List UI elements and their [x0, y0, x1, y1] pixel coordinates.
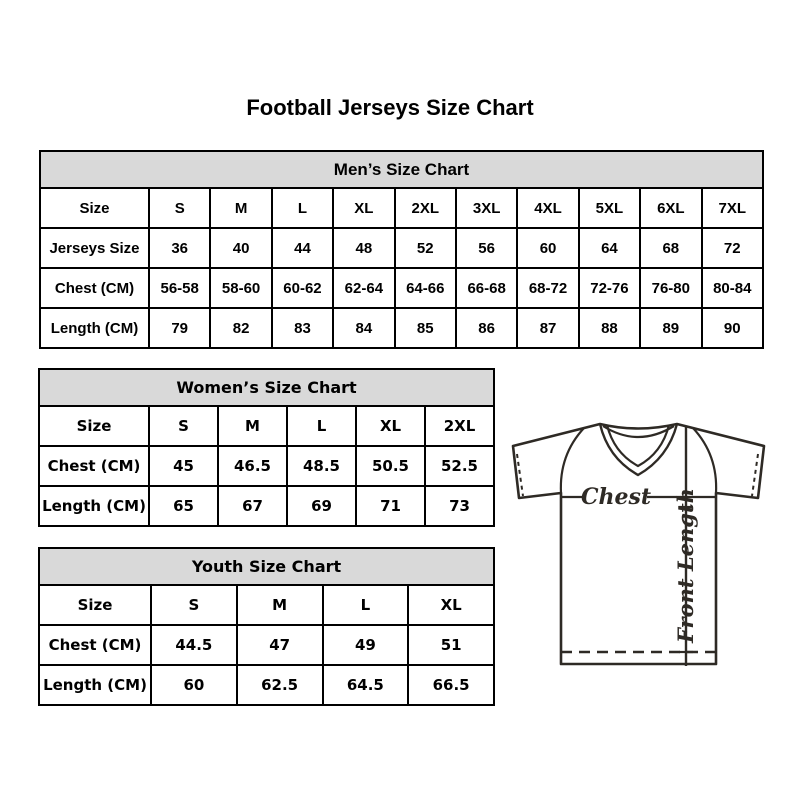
value-cell: 45	[149, 446, 218, 486]
column-header-cell: M	[237, 585, 323, 625]
value-cell: 62-64	[333, 268, 394, 308]
table-row	[40, 268, 763, 308]
column-header-cell: XL	[333, 188, 394, 228]
value-cell: 76-80	[640, 268, 701, 308]
value-cell: 66.5	[408, 665, 494, 705]
column-header-cell: S	[149, 188, 210, 228]
table-row	[39, 625, 494, 665]
value-cell: 58-60	[210, 268, 271, 308]
row-label-cell: Chest (CM)	[39, 625, 151, 665]
column-header-cell: L	[287, 406, 356, 446]
value-cell: 56	[456, 228, 517, 268]
row-label-cell: Size	[39, 585, 151, 625]
value-cell: 72	[702, 228, 763, 268]
column-header-cell: 6XL	[640, 188, 701, 228]
column-header-cell: XL	[356, 406, 425, 446]
value-cell: 64-66	[395, 268, 456, 308]
column-header-cell: 3XL	[456, 188, 517, 228]
value-cell: 48	[333, 228, 394, 268]
value-cell: 88	[579, 308, 640, 348]
table-row	[39, 446, 494, 486]
value-cell: 44.5	[151, 625, 237, 665]
value-cell: 72-76	[579, 268, 640, 308]
header-row	[40, 188, 763, 228]
column-header-cell: M	[218, 406, 287, 446]
column-header-cell: 5XL	[579, 188, 640, 228]
table-title: Women’s Size Chart	[39, 369, 494, 406]
jersey-outline	[513, 424, 764, 664]
value-cell: 89	[640, 308, 701, 348]
column-header-cell: L	[323, 585, 409, 625]
value-cell: 85	[395, 308, 456, 348]
column-header-cell: 2XL	[425, 406, 494, 446]
youth-size-table	[38, 547, 495, 706]
value-cell: 60	[517, 228, 578, 268]
value-cell: 62.5	[237, 665, 323, 705]
column-header-cell: M	[210, 188, 271, 228]
mens-size-table	[39, 150, 764, 349]
value-cell: 51	[408, 625, 494, 665]
value-cell: 84	[333, 308, 394, 348]
row-label-cell: Length (CM)	[39, 665, 151, 705]
row-label-cell: Length (CM)	[39, 486, 149, 526]
table-title: Men’s Size Chart	[40, 151, 763, 188]
value-cell: 71	[356, 486, 425, 526]
value-cell: 73	[425, 486, 494, 526]
value-cell: 60	[151, 665, 237, 705]
value-cell: 52.5	[425, 446, 494, 486]
column-header-cell: 7XL	[702, 188, 763, 228]
vneck-inner	[607, 425, 669, 466]
value-cell: 44	[272, 228, 333, 268]
table-row	[39, 486, 494, 526]
chest-label: Chest	[580, 484, 652, 510]
value-cell: 50.5	[356, 446, 425, 486]
column-header-cell: S	[151, 585, 237, 625]
column-header-cell: 4XL	[517, 188, 578, 228]
value-cell: 83	[272, 308, 333, 348]
front-length-label: Front Length	[673, 488, 698, 643]
value-cell: 46.5	[218, 446, 287, 486]
table-row	[39, 665, 494, 705]
value-cell: 69	[287, 486, 356, 526]
value-cell: 47	[237, 625, 323, 665]
value-cell: 79	[149, 308, 210, 348]
value-cell: 48.5	[287, 446, 356, 486]
value-cell: 86	[456, 308, 517, 348]
value-cell: 68-72	[517, 268, 578, 308]
value-cell: 49	[323, 625, 409, 665]
header-row	[39, 585, 494, 625]
value-cell: 87	[517, 308, 578, 348]
table-title: Youth Size Chart	[39, 548, 494, 585]
value-cell: 65	[149, 486, 218, 526]
row-label-cell: Chest (CM)	[39, 446, 149, 486]
value-cell: 66-68	[456, 268, 517, 308]
value-cell: 36	[149, 228, 210, 268]
row-label-cell: Chest (CM)	[40, 268, 149, 308]
row-label-cell: Jerseys Size	[40, 228, 149, 268]
value-cell: 90	[702, 308, 763, 348]
jersey-measurement-diagram	[495, 405, 780, 675]
value-cell: 68	[640, 228, 701, 268]
right-cuff-dashed-line	[752, 454, 758, 496]
value-cell: 40	[210, 228, 271, 268]
value-cell: 67	[218, 486, 287, 526]
value-cell: 60-62	[272, 268, 333, 308]
row-label-cell: Length (CM)	[40, 308, 149, 348]
row-label-cell: Size	[39, 406, 149, 446]
column-header-cell: 2XL	[395, 188, 456, 228]
value-cell: 56-58	[149, 268, 210, 308]
column-header-cell: XL	[408, 585, 494, 625]
column-header-cell: L	[272, 188, 333, 228]
value-cell: 64.5	[323, 665, 409, 705]
value-cell: 52	[395, 228, 456, 268]
table-row	[40, 308, 763, 348]
row-label-cell: Size	[40, 188, 149, 228]
womens-size-table	[38, 368, 495, 527]
value-cell: 64	[579, 228, 640, 268]
column-header-cell: S	[149, 406, 218, 446]
right-sleeve-seam	[693, 428, 716, 493]
value-cell: 80-84	[702, 268, 763, 308]
table-row	[40, 228, 763, 268]
page-title: Football Jerseys Size Chart	[246, 95, 534, 120]
header-row	[39, 406, 494, 446]
value-cell: 82	[210, 308, 271, 348]
